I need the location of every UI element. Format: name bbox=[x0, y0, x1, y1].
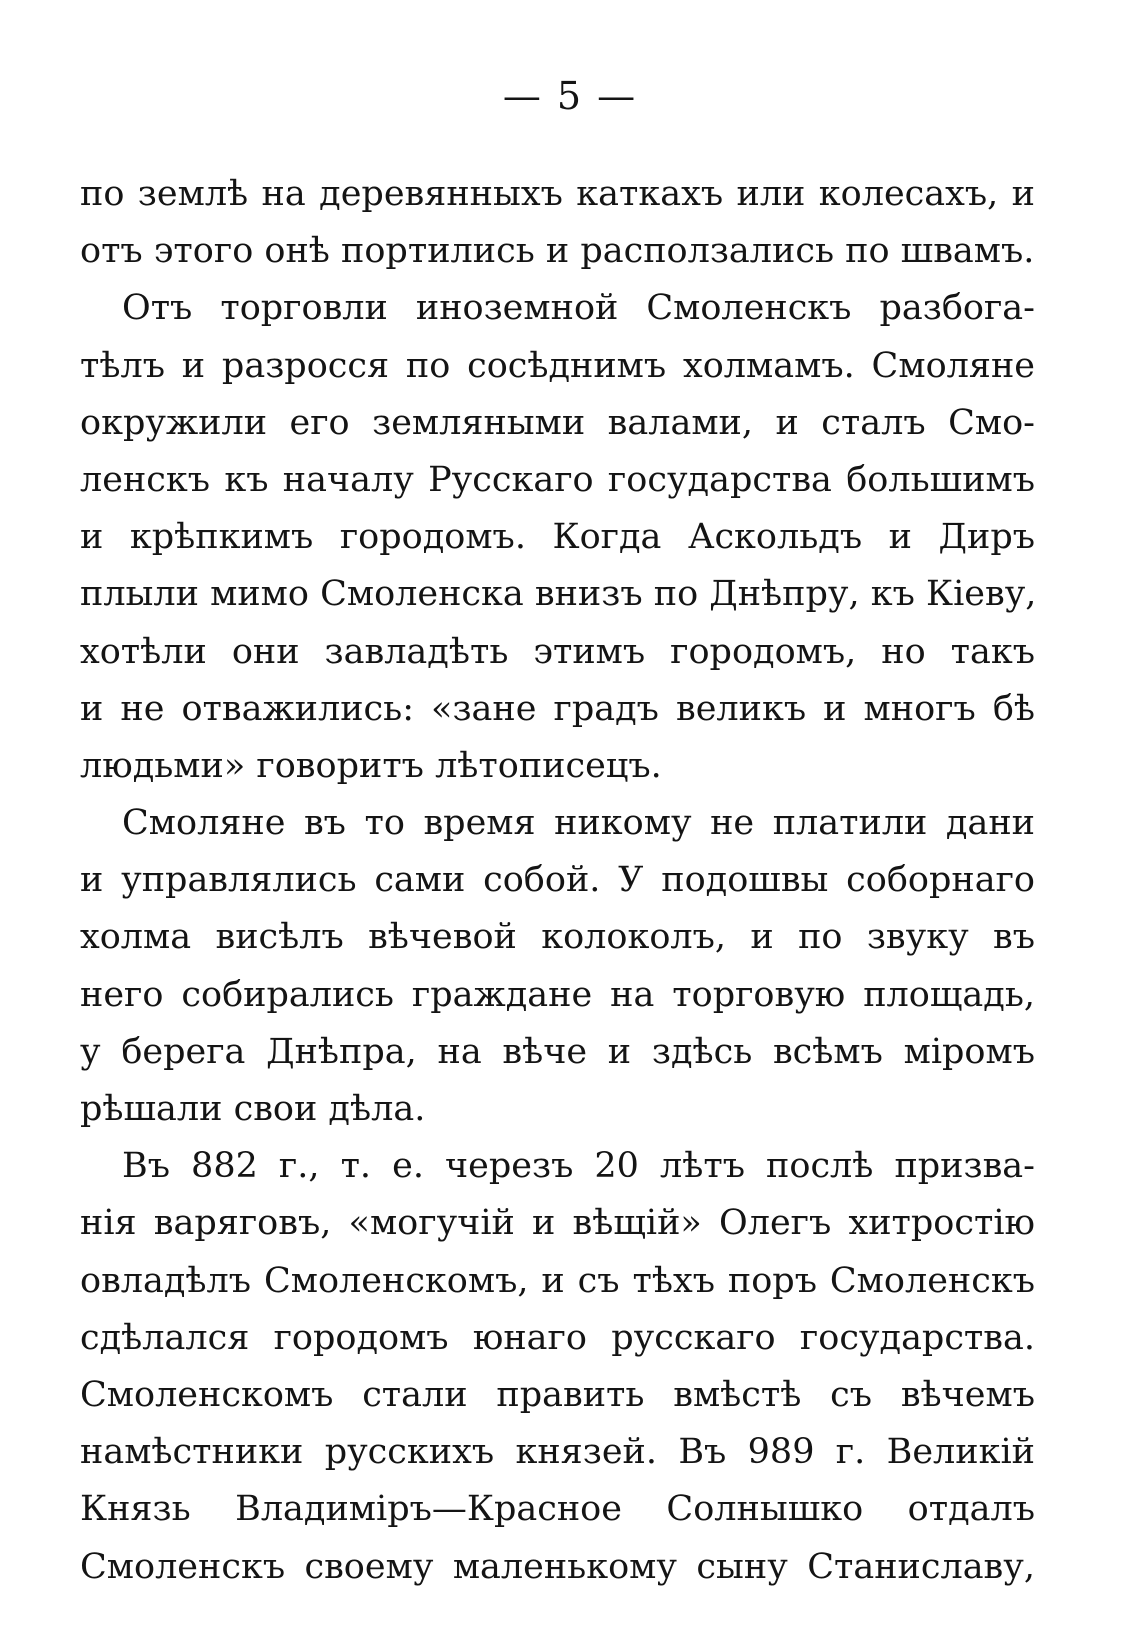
text-line: нія варяговъ, «могучій и вѣщій» Олегъ хитростію bbox=[80, 1203, 1035, 1244]
text-line: по землѣ на деревянныхъ каткахъ или колесахъ, и bbox=[80, 174, 1035, 214]
text-line: Отъ торговли иноземной Смоленскъ разбога- bbox=[122, 288, 1035, 329]
text-line: холма висѣлъ вѣчевой колоколъ, и по звуку въ bbox=[80, 917, 1035, 958]
text-line: ленскъ къ началу Русскаго государства большимъ bbox=[80, 459, 1035, 500]
text-line: Смоленскъ своему маленькому сыну Станиславу, bbox=[80, 1546, 1035, 1587]
paragraph-2 bbox=[80, 280, 1035, 795]
text-line: окружили его земляными валами, и сталъ Смо- bbox=[80, 402, 1035, 443]
text-line: плыли мимо Смоленска внизъ по Днѣпру, къ Кіеву, bbox=[80, 574, 1037, 615]
text-line: Князь Владиміръ—Красное Солнышко отдалъ bbox=[80, 1489, 1035, 1530]
text-line: хотѣли они завладѣть этимъ городомъ, но такъ bbox=[80, 631, 1035, 672]
text-line: и крѣпкимъ городомъ. Когда Аскольдъ и Диръ bbox=[80, 517, 1035, 558]
text-line: и управлялись сами собой. У подошвы соборнаго bbox=[80, 860, 1035, 901]
text-line: намѣстники русскихъ князей. Въ 989 г. Великій bbox=[80, 1432, 1035, 1473]
text-line: Смоляне въ то время никому не платили дани bbox=[122, 803, 1035, 844]
page-number: — 5 — bbox=[502, 74, 638, 118]
text-line: Въ 882 г., т. е. черезъ 20 лѣтъ послѣ призва- bbox=[122, 1146, 1035, 1187]
text-line: рѣшали свои дѣла. bbox=[80, 1089, 426, 1129]
paragraph-1 bbox=[80, 166, 1035, 280]
text-line: сдѣлался городомъ юнаго русскаго государства. bbox=[80, 1317, 1035, 1358]
text-line: отъ этого онѣ портились и расползались по швамъ. bbox=[80, 231, 1035, 272]
text-line: и не отважились: «зане градъ великъ и многъ бѣ bbox=[80, 688, 1035, 729]
text-line: тѣлъ и разросся по сосѣднимъ холмамъ. Смоляне bbox=[80, 345, 1035, 386]
text-line: у берега Днѣпра, на вѣче и здѣсь всѣмъ міромъ bbox=[80, 1031, 1035, 1072]
text-line: людьми» говоритъ лѣтописецъ. bbox=[80, 745, 662, 786]
text-line: Смоленскомъ стали править вмѣстѣ съ вѣчемъ bbox=[80, 1374, 1035, 1415]
text-line: овладѣлъ Смоленскомъ, и съ тѣхъ поръ Смоленскъ bbox=[80, 1260, 1035, 1301]
paragraph-4 bbox=[80, 1138, 1035, 1596]
text-line: него собирались граждане на торговую площадь, bbox=[80, 974, 1035, 1015]
body-text bbox=[80, 166, 1035, 1596]
paragraph-3 bbox=[80, 795, 1035, 1138]
